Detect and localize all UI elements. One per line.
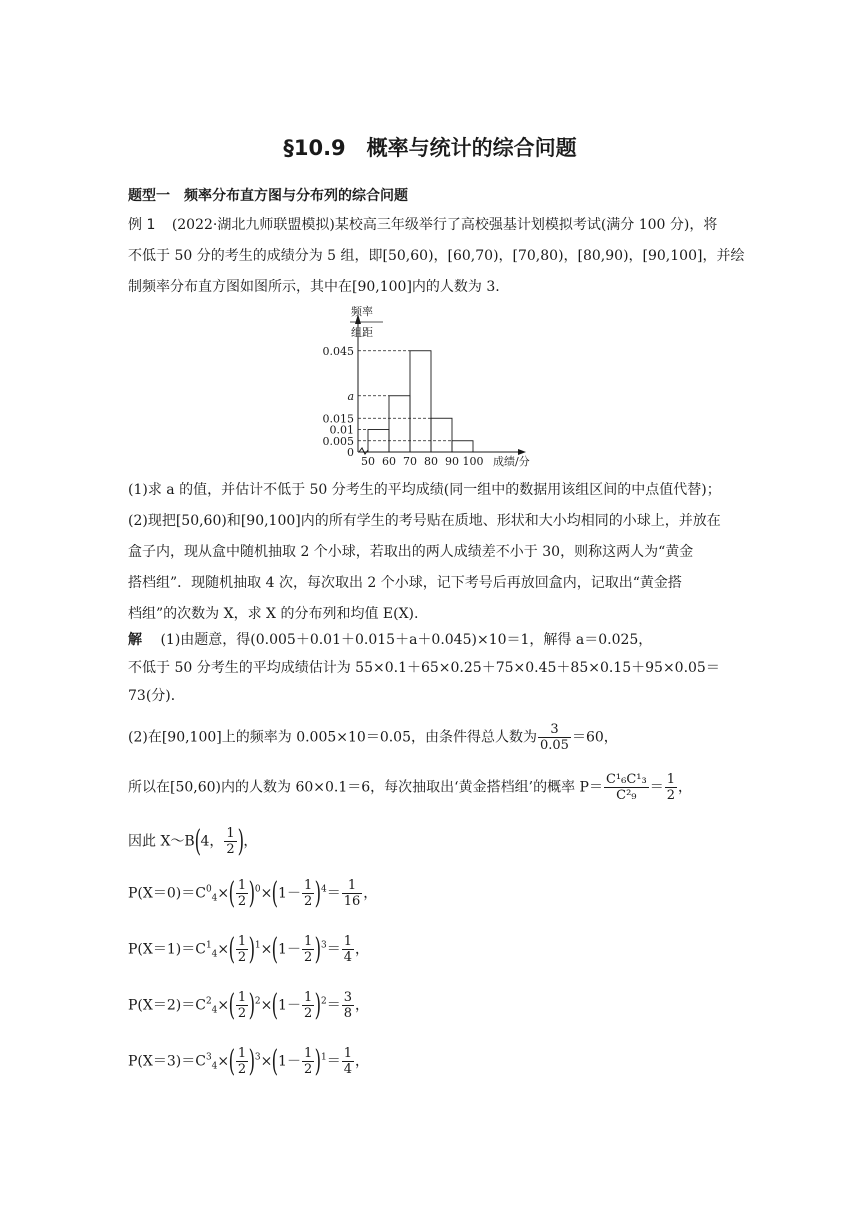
- y-tick-label: 0.01: [329, 423, 354, 437]
- histogram-bar: [431, 418, 452, 452]
- fraction-numerator: 1: [343, 1046, 352, 1061]
- fraction-numerator: 1: [237, 878, 247, 893]
- fraction-numerator: 1: [342, 878, 363, 894]
- histogram-bar: [389, 396, 410, 452]
- fraction-half: [302, 934, 314, 965]
- probability-line: [128, 931, 369, 967]
- left-paren-icon: (: [271, 1043, 279, 1079]
- left-paren-icon: (: [228, 1043, 236, 1079]
- page-title: §10.9 概率与统计的综合问题: [283, 136, 577, 160]
- left-paren-icon: (: [271, 931, 279, 967]
- fraction-result: [342, 990, 354, 1021]
- example-line-2: 不低于 50 分的考生的成绩分为 5 组，即[50,60)，[60,70)，[70,80)，[80,90)，[90,100]，并绘: [128, 248, 745, 264]
- comma: ，: [354, 941, 369, 958]
- right-paren-icon: ): [314, 1043, 322, 1079]
- fraction-denominator: 8: [343, 1006, 352, 1021]
- exponent: 2: [254, 996, 261, 1007]
- question-2-line-1: (2)现把[50,60)和[90,100]内的所有学生的考号贴在质地、形状和大小均相同的小球上，并放在: [128, 513, 721, 529]
- one-minus: 1－: [278, 885, 301, 902]
- frequency-histogram: [300, 302, 540, 474]
- fraction-denominator: 2: [226, 842, 235, 857]
- solution-text-4-end: ＝60，: [571, 729, 618, 746]
- solution-text-1: (1)由题意，得(0.005＋0.01＋0.015＋a＋0.045)×10＝1，解得 a＝0.025，: [160, 632, 653, 648]
- fraction-denominator: C²₉: [616, 788, 637, 803]
- probability-lhs: P(X＝1)＝C: [128, 941, 206, 958]
- fraction-denominator: 2: [237, 1062, 247, 1077]
- combination-subscript: 4: [211, 1061, 218, 1072]
- fraction-half: [236, 1046, 248, 1077]
- fraction-numerator: 1: [237, 1046, 247, 1061]
- y-tick-label: 0.045: [322, 344, 354, 358]
- origin-label: 0: [347, 446, 354, 459]
- times-sign: ×: [217, 1053, 230, 1070]
- x-axis-label: 成绩/分: [493, 455, 530, 468]
- solution-line-4: [128, 722, 618, 753]
- fraction-probability: [604, 772, 649, 803]
- chart-layer: [323, 304, 530, 468]
- combination-superscript: 0: [205, 884, 212, 895]
- histogram-bar: [452, 441, 473, 452]
- left-paren-icon: (: [271, 875, 279, 911]
- fraction-numerator: 3: [343, 990, 352, 1005]
- question-2-line-2: 盒子内，现从盒中随机抽取 2 个小球，若取出的两人成绩差不小于 30，则称这两人为“黄金: [128, 544, 694, 560]
- combination-superscript: 1: [205, 940, 212, 951]
- comma: ，: [243, 833, 258, 850]
- y-label-bottom: 组距: [351, 326, 373, 339]
- question-1: (1)求 a 的值，并估计不低于 50 分考生的平均成绩(同一组中的数据用该组区间的中点值代替)；: [128, 482, 721, 498]
- right-paren-icon: ): [314, 875, 322, 911]
- fraction-numerator: 1: [303, 878, 313, 893]
- combination-subscript: 4: [211, 1005, 218, 1016]
- right-paren-icon: ): [248, 987, 256, 1023]
- fraction-denominator: 2: [303, 1062, 313, 1077]
- right-paren-icon: ): [248, 931, 256, 967]
- fraction-denominator: 4: [343, 1062, 352, 1077]
- probability-line: [128, 987, 369, 1023]
- right-paren-icon: ): [237, 823, 244, 859]
- fraction-denominator: 2: [303, 1006, 313, 1021]
- left-paren-icon: (: [271, 987, 279, 1023]
- comma: ，: [363, 885, 378, 902]
- x-tick-label: 60: [382, 455, 396, 468]
- combination-superscript: 2: [205, 996, 212, 1007]
- x-tick-label: 50: [361, 455, 375, 468]
- histogram-bar: [410, 351, 431, 452]
- comma: ，: [677, 779, 692, 796]
- fraction-denominator: 2: [237, 1006, 247, 1021]
- times-sign: ×: [217, 885, 230, 902]
- fraction-half: [302, 1046, 314, 1077]
- fraction-numerator: C¹₆C¹₃: [605, 772, 647, 787]
- binomial-n: 4，: [200, 833, 224, 850]
- equals-sign: ＝: [326, 997, 341, 1014]
- y-tick-label: a: [347, 389, 354, 403]
- left-paren-icon: (: [228, 931, 236, 967]
- times-sign: ×: [217, 997, 230, 1014]
- solution-line-2: 不低于 50 分考生的平均成绩估计为 55×0.1＋65×0.25＋75×0.45＋85×0.15＋95×0.05＝: [128, 660, 720, 676]
- x-tick-label: 100: [462, 455, 484, 468]
- fraction-numerator: 1: [303, 1046, 313, 1061]
- solution-line-1: [128, 630, 652, 650]
- exponent: 1: [320, 1052, 327, 1063]
- fraction-result: [342, 1046, 354, 1077]
- solution-binomial: [128, 823, 258, 859]
- solution-line-3: 73(分)．: [128, 688, 185, 704]
- fraction-result: [342, 934, 354, 965]
- fraction-denominator: 0.05: [540, 738, 569, 753]
- right-paren-icon: ): [248, 875, 256, 911]
- fraction-half: [224, 826, 236, 857]
- fraction-half: [236, 878, 248, 909]
- fraction-numerator: 1: [343, 934, 352, 949]
- fraction-numerator: 1: [666, 772, 675, 787]
- question-2-line-3: 搭档组”．现随机抽取 4 次，每次取出 2 个小球，记下考号后再放回盒内，记取出“黄金搭: [128, 575, 682, 591]
- left-paren-icon: (: [228, 875, 236, 911]
- x-tick-label: 80: [424, 455, 438, 468]
- fraction-denominator: 2: [303, 894, 313, 909]
- fraction-numerator: 1: [303, 990, 313, 1005]
- solution-text-4: (2)在[90,100]上的频率为 0.005×10＝0.05，由条件得总人数为: [128, 729, 537, 746]
- exponent: 2: [320, 996, 327, 1007]
- left-paren-icon: (: [228, 987, 236, 1023]
- example-line-3: 制频率分布直方图如图所示，其中在[90,100]内的人数为 3.: [128, 279, 500, 295]
- example-line-1: [128, 215, 717, 235]
- y-label-top: 频率: [351, 305, 373, 318]
- exponent: 4: [320, 884, 327, 895]
- times-sign: ×: [217, 941, 230, 958]
- times-sign: ×: [260, 885, 273, 902]
- solution-label: 解: [128, 632, 142, 648]
- combination-subscript: 4: [211, 893, 218, 904]
- probability-lhs: P(X＝3)＝C: [128, 1053, 206, 1070]
- right-paren-icon: ): [314, 931, 322, 967]
- fraction-numerator: 1: [237, 990, 247, 1005]
- probability-line: [128, 1043, 369, 1079]
- y-tick-label: 0.005: [322, 434, 354, 448]
- times-sign: ×: [260, 997, 273, 1014]
- fraction-denominator: 4: [343, 950, 352, 965]
- combination-superscript: 3: [205, 1052, 212, 1063]
- fraction-numerator: 3: [538, 722, 571, 738]
- exponent: 3: [254, 1052, 261, 1063]
- one-minus: 1－: [278, 1053, 301, 1070]
- x-tick-label: 70: [403, 455, 417, 468]
- combination-subscript: 4: [211, 949, 218, 960]
- fraction-half: [236, 934, 248, 965]
- fraction-denominator: 16: [343, 894, 361, 909]
- times-sign: ×: [260, 941, 273, 958]
- solution-text-5: 所以在[50,60)内的人数为 60×0.1＝6，每次抽取出‘黄金搭档组’的概率 P＝: [128, 779, 603, 796]
- fraction-half: [302, 878, 314, 909]
- exponent: 0: [254, 884, 261, 895]
- probability-line: [128, 875, 378, 911]
- binomial-prefix: 因此 X～B: [128, 833, 195, 850]
- comma: ，: [354, 997, 369, 1014]
- right-paren-icon: ): [314, 987, 322, 1023]
- one-minus: 1－: [278, 997, 301, 1014]
- section-heading: 题型一 频率分布直方图与分布列的综合问题: [128, 188, 408, 204]
- comma: ，: [354, 1053, 369, 1070]
- fraction-half: [302, 990, 314, 1021]
- question-2-line-4: 档组”的次数为 X，求 X 的分布列和均值 E(X).: [128, 606, 419, 622]
- fraction-denominator: 2: [237, 894, 247, 909]
- fraction-total: [538, 722, 571, 753]
- equals-sign: ＝: [326, 941, 341, 958]
- fraction-result: [342, 878, 363, 909]
- x-tick-label: 90: [445, 455, 459, 468]
- exponent: 3: [320, 940, 327, 951]
- equals-sign: ＝: [326, 885, 341, 902]
- right-paren-icon: ): [248, 1043, 256, 1079]
- solution-line-5: [128, 772, 692, 803]
- y-tick-label: 0.015: [322, 412, 354, 426]
- fraction-denominator: 2: [303, 950, 313, 965]
- fraction-denominator: 2: [666, 788, 675, 803]
- example-label: 例 1: [128, 217, 156, 233]
- example-text-1: (2022·湖北九师联盟模拟)某校高三年级举行了高校强基计划模拟考试(满分 100 分)，将: [171, 217, 718, 233]
- fraction-numerator: 1: [303, 934, 313, 949]
- fraction-half: [665, 772, 677, 803]
- fraction-numerator: 1: [237, 934, 247, 949]
- equals-sign: ＝: [326, 1053, 341, 1070]
- fraction-half: [236, 990, 248, 1021]
- equals-sign: ＝: [649, 779, 664, 796]
- probability-lhs: P(X＝2)＝C: [128, 997, 206, 1014]
- left-paren-icon: (: [194, 823, 201, 859]
- probability-lhs: P(X＝0)＝C: [128, 885, 206, 902]
- one-minus: 1－: [278, 941, 301, 958]
- fraction-denominator: 2: [237, 950, 247, 965]
- fraction-numerator: 1: [226, 826, 235, 841]
- times-sign: ×: [260, 1053, 273, 1070]
- exponent: 1: [254, 940, 261, 951]
- axis-break-icon: [359, 448, 368, 454]
